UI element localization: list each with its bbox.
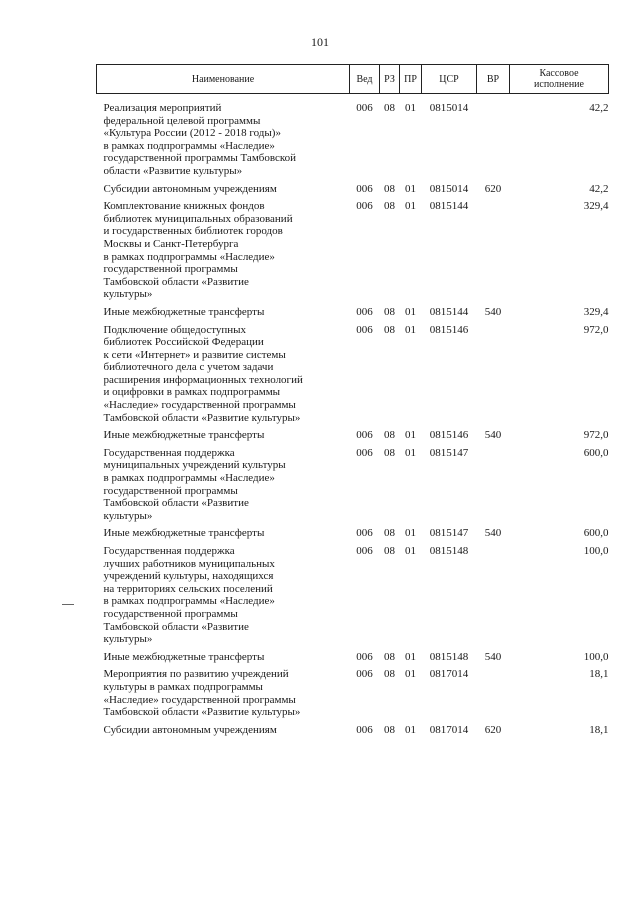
cell-amount: 100,0 <box>583 545 609 557</box>
header-rz: РЗ <box>380 65 400 94</box>
cell-name: Мероприятия по развитию учреждений культуры в рамках подпрограммы «Наследие» государственной программы Тамбовской области «Развитие культуры» <box>103 668 301 719</box>
cell-vr: 620 <box>484 182 502 195</box>
cell-vr <box>477 668 510 723</box>
header-csr: ЦСР <box>422 65 477 94</box>
table-row <box>97 668 609 723</box>
cell-name: Подключение общедоступных библиотек Российской Федерации к сети «Интернет» и развитие системы библиотечного дела с учетом задачи расширения информационных технологий и оцифровки в рамках подпрограммы «Наследие» государственной программы Тамбовской области «Развитие культуры» <box>103 323 303 424</box>
cell-rz: 08 <box>384 723 395 736</box>
table-row <box>97 527 609 545</box>
cell-amount: 329,4 <box>583 305 609 318</box>
cell-vr: 540 <box>484 650 502 663</box>
budget-table <box>96 64 609 741</box>
cell-amount: 600,0 <box>583 446 609 459</box>
cell-pr: 01 <box>405 429 416 442</box>
table-row <box>97 447 609 528</box>
cell-vr: 540 <box>484 429 502 442</box>
cell-csr: 0815148 <box>429 545 469 557</box>
cell-rz: 08 <box>384 668 395 681</box>
header-pr: ПР <box>400 65 422 94</box>
table-row <box>97 651 609 669</box>
table-row <box>97 724 609 742</box>
cell-rz: 08 <box>384 323 395 336</box>
cell-ved: 006 <box>356 668 373 681</box>
page-number: 101 <box>311 35 329 49</box>
header-amount: Кассовое исполнение <box>510 65 609 94</box>
table-row <box>97 94 609 183</box>
cell-csr: 0815144 <box>429 200 469 213</box>
cell-vr <box>477 447 510 528</box>
table-row <box>97 545 609 651</box>
header-vr: ВР <box>477 65 510 94</box>
cell-pr: 01 <box>405 305 416 318</box>
cell-rz: 08 <box>384 182 395 195</box>
cell-name: Иные межбюджетные трансферты <box>103 305 265 318</box>
cell-pr: 01 <box>405 323 416 336</box>
cell-pr: 01 <box>405 446 416 459</box>
cell-vr <box>477 200 510 306</box>
cell-name: Государственная поддержка муниципальных учреждений культуры в рамках подпрограммы «Наследие» государственной программы Тамбовской области «Развитие культуры» <box>103 446 286 522</box>
cell-amount: 329,4 <box>583 200 609 213</box>
table-row <box>97 200 609 306</box>
cell-ved: 006 <box>356 323 373 336</box>
cell-ved: 006 <box>356 545 373 557</box>
cell-rz: 08 <box>384 305 395 318</box>
cell-amount: 972,0 <box>583 323 609 336</box>
cell-name: Иные межбюджетные трансферты <box>103 527 265 540</box>
cell-csr: 0817014 <box>429 723 469 736</box>
table-header-row <box>97 65 609 94</box>
cell-vr: 540 <box>484 527 502 540</box>
header-ved: Вед <box>350 65 380 94</box>
cell-vr <box>477 324 510 430</box>
cell-ved: 006 <box>356 200 373 213</box>
cell-pr: 01 <box>405 527 416 540</box>
cell-csr: 0815147 <box>429 527 469 540</box>
cell-vr: 620 <box>484 723 502 736</box>
cell-pr: 01 <box>405 668 416 681</box>
cell-csr: 0817014 <box>429 668 469 681</box>
cell-amount: 972,0 <box>583 429 609 442</box>
cell-amount: 100,0 <box>583 650 609 663</box>
cell-rz: 08 <box>384 545 395 557</box>
table-row <box>97 324 609 430</box>
cell-ved: 006 <box>356 429 373 442</box>
header-name: Наименование <box>97 65 350 94</box>
cell-csr: 0815146 <box>429 323 469 336</box>
cell-name: Субсидии автономным учреждениям <box>103 723 277 736</box>
cell-name: Иные межбюджетные трансферты <box>103 650 265 663</box>
cell-csr: 0815146 <box>429 429 469 442</box>
cell-amount: 600,0 <box>583 527 609 540</box>
cell-rz: 08 <box>384 650 395 663</box>
cell-rz: 08 <box>384 200 395 213</box>
table-row <box>97 429 609 447</box>
cell-pr: 01 <box>405 102 416 114</box>
cell-pr: 01 <box>405 545 416 557</box>
cell-ved: 006 <box>356 527 373 540</box>
cell-amount: 18,1 <box>589 668 609 681</box>
table-body <box>97 94 609 742</box>
cell-vr: 540 <box>484 305 502 318</box>
cell-csr: 0815014 <box>429 182 469 195</box>
cell-pr: 01 <box>405 723 416 736</box>
cell-rz: 08 <box>384 429 395 442</box>
cell-name: Субсидии автономным учреждениям <box>103 182 277 195</box>
cell-csr: 0815014 <box>429 102 469 114</box>
cell-ved: 006 <box>356 650 373 663</box>
cell-amount: 18,1 <box>589 723 609 736</box>
cell-vr <box>477 94 510 183</box>
cell-pr: 01 <box>405 200 416 213</box>
cell-ved: 006 <box>356 182 373 195</box>
cell-pr: 01 <box>405 182 416 195</box>
margin-mark <box>62 604 74 605</box>
cell-rz: 08 <box>384 527 395 540</box>
cell-csr: 0815148 <box>429 650 469 663</box>
cell-ved: 006 <box>356 446 373 459</box>
budget-table-wrapper <box>96 64 609 741</box>
table-row <box>97 306 609 324</box>
cell-ved: 006 <box>356 723 373 736</box>
cell-amount: 42,2 <box>589 102 609 114</box>
cell-ved: 006 <box>356 102 373 114</box>
cell-ved: 006 <box>356 305 373 318</box>
cell-csr: 0815144 <box>429 305 469 318</box>
cell-pr: 01 <box>405 650 416 663</box>
cell-name: Иные межбюджетные трансферты <box>103 429 265 442</box>
cell-amount: 42,2 <box>589 182 609 195</box>
cell-rz: 08 <box>384 102 395 114</box>
cell-name: Государственная поддержка лучших работников муниципальных учреждений культуры, находящихся на территориях сельских поселений в рамках подпрограммы «Наследие» государственной программы Тамбовской области «Развитие культуры» <box>103 545 275 646</box>
cell-rz: 08 <box>384 446 395 459</box>
table-row <box>97 183 609 201</box>
cell-vr <box>477 545 510 651</box>
cell-name: Комплектование книжных фондов библиотек муниципальных образований и государственных библиотек городов Москвы и Санкт-Петербурга в рамках подпрограммы «Наследие» государственной программы Тамбовской области «Развитие культуры» <box>103 200 293 301</box>
cell-csr: 0815147 <box>429 446 469 459</box>
cell-name: Реализация мероприятий федеральной целевой программы «Культура России (2012 - 2018 годы)» в рамках подпрограммы «Наследие» государственной программы Тамбовской области «Развитие культуры» <box>103 102 297 177</box>
